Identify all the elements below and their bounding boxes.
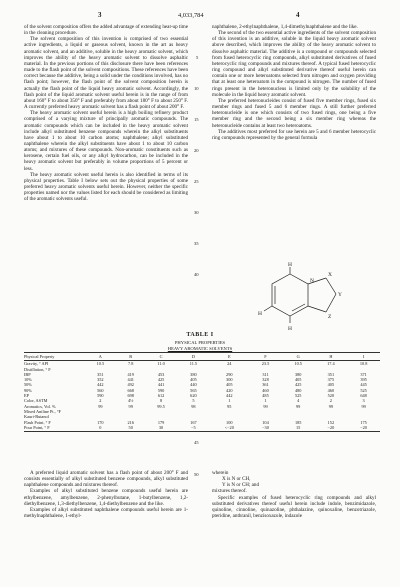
table-cell: 5 [192,398,195,404]
table-cell: 15 [282,425,315,432]
table-cell: 425 [157,377,165,383]
table-cell: 328 [262,377,269,383]
table-cell: 620 [190,393,197,399]
table-cell: 698 [127,393,134,399]
row-label: Pour Point, ° F [24,425,84,432]
paragraph: X is N or CH, [222,476,251,483]
table-subtitle: HEAVY AROMATIC SOLVENTS [167,346,233,351]
line-number: 20 [194,148,199,153]
table-cell: 10.5 [96,361,105,367]
table-cell: 375 [327,377,335,383]
line-number: 10 [194,86,199,91]
table-cell: 419 [127,371,134,377]
table-cell: 185 [294,419,302,425]
column-header: G [282,353,315,361]
paragraph: Examples of alkyl substituted naphthalene compounds useful herein are 1-methylnaphthalene, 1-ethyl- [24,506,188,520]
table-cell: 95 [227,403,232,409]
paragraph: The heavy aromatic solvent useful herein is a high boiling refinery product comprised of a varying mixture of principally aromatic compounds. The aromatic compounds which can be included in the heavy aromatic solvent include alkyl substituted benzene compounds wherein the alkyl substituents have about 1 to about 10 carbon atoms; naphthalene; alkyl substituted naphthalene wherein the alkyl substituents have about 1 to about 10 carbon atoms; and mixtures of these compounds. Non-aromatic constituents such as kerosene, certain fuel oils, or any alkyl hydrocarbon, can be included in the heavy aromatic solvent but preferably in volume proportions of 5 percent or less. [24,110,188,172]
table-cell: 560 [97,387,104,393]
table-cell: 3 [362,398,365,404]
table-cell: 311 [262,371,269,377]
line-number: 40 [194,272,199,277]
table-cell: 300 [226,377,233,383]
row-label: Distillation, ° F [24,366,51,372]
table-cell: 4½ [128,398,134,404]
table-cell: 395 [360,377,367,383]
formula-atom-z: Z [328,314,332,320]
column-header: I [347,353,380,361]
table-cell: 442 [97,382,104,388]
row-label: Aromatics, Vol. % [24,403,56,409]
paragraph: The second of the two essential active ingredients of the solvent composition of this invention is an additive, soluble in the liquid heavy aromatic solvent above described, which improves the ability of the heavy aromatic solvent to dissolve asphaltic material. The additive is a compound or compounds selected from fused heterocyclic ring compounds, alkyl substituted derivatives of fused heterocyclic ring compounds and mixtures thereof. A typical fused heterocyclic ring compound and alkyl substituted derivative thereof useful herein can contain one or more heteroatoms selected from nitrogen and oxygen providing that at least one heteroatom in the compound is nitrogen. The number of fused rings present in the heteronucleus is limited only by the solubility of the molecule in the liquid heavy aromatic solvent. [212,30,376,98]
column-header: A [84,353,117,361]
table-cell: 7.8 [128,361,134,367]
row-label: 10% [24,377,32,383]
table-cell: 2 [329,398,332,404]
paragraph: of the solvent composition offers the added advantage of extending heat-up time in the cleaning procedure. [24,24,188,37]
table-cell: 10.8 [359,361,368,367]
paragraph: Y is N or CH; and [222,482,260,489]
table-cell: 445 [360,382,367,388]
table-cell: 4 [297,398,300,404]
table-cell: 290 [226,371,233,377]
table-cell: 10.5 [294,361,302,367]
table-cell: 480 [294,387,302,393]
table-cell: 99.5 [157,403,165,409]
table-cell: −20 [347,425,380,432]
table-cell: 590 [157,387,165,393]
properties-table [24,352,380,432]
row-label: Kauri-Butanol [24,414,49,420]
table-cell: 23.5 [261,361,270,367]
formula-atom-h: H [258,311,262,317]
column-header: E [209,353,249,361]
table-cell: 668 [127,387,134,393]
bottom-right-text [212,470,376,519]
table-cell: 0 [84,425,117,432]
table-cell: 11.5 [189,361,198,367]
line-number: 15 [194,117,199,122]
table-cell: 420 [226,387,233,393]
row-label: EP [24,393,30,399]
line-number: 45 [194,440,199,445]
table-cell: 425 [294,382,302,388]
line-number: 25 [194,179,199,184]
formula-atom-n: N [310,278,314,284]
table-cell: 352 [97,377,104,383]
table-cell: −20 [315,425,348,432]
paragraph: mixtures thereof. [212,488,247,495]
table-cell: 380 [294,371,302,377]
table-cell: 99 [98,403,103,409]
table-cell: 453 [157,371,165,377]
table-cell: 50 [117,425,145,432]
table-cell: 2 [99,398,102,404]
table-cell: 492 [127,382,134,388]
paragraph: The heavy aromatic solvent useful herein is also identified in terms of its physical properties. Table I below sets out the physical properties of some preferred heavy aromatic solvents useful herein. However, neither the specific properties named nor the values listed for each should be considered as limiting of the aromatic solvents useful. [24,171,188,203]
formula-atom-h: H [288,262,292,268]
table-cell: 24 [227,361,232,367]
row-label: 90% [24,387,32,393]
table-cell: 442 [226,393,233,399]
right-column-number: 4 [296,11,300,19]
right-column-text [212,24,376,141]
line-number: 35 [194,241,199,246]
formula-atom-h: H [288,326,292,332]
heterocycle-formula [250,262,370,336]
table-cell: 441 [157,382,165,388]
left-column-text [24,24,188,203]
formula-atom-x: X [328,272,332,278]
paragraph: The solvent composition of this invention is comprised of two essential active ingredients, a liquid or gaseous solvent, known in the art as heavy aromatic solvent, and an additive, soluble in the heavy aromatic solvent, which improves the ability of the heavy aromatic solvent to dissolve asphaltic material. In the previous portions of this disclosure there have been references made to the flash point of the solvent compositions. These references have been correct because the additive, being a solid under the conditions involved, has no flash point; however, the flash point of the solvent composition herein is actually the flash point of the liquid heavy aromatic solvent. Accordingly, the flash point of the liquid aromatic solvent useful herein is in the range of from about 160° F to about 350° F and preferably from about 180° F to about 250° F. A currently preferred heavy aromatic solvent has a flash point of about 200° F. [24,36,188,111]
paragraph: A preferred liquid aromatic solvent has a flash point of about 200° F and consists essentially of alkyl substituted benzene compounds, alkyl substituted naphthalene compounds and mixtures thereof. [24,470,188,489]
paragraph: Specific examples of fused heterocyclic ring compounds and alkyl substituted derivatives thereof useful herein include indole, benzimidazole, quinoline, cinnoline, quinazoline, phthalazine, quinoxaline, benzotriazole, pteridine, anthranil, benzisoxazole, indazole [212,494,376,520]
table-cell: −30 [249,425,282,432]
table-cell: 167 [190,419,197,425]
table-cell: 525 [294,393,302,399]
table-cell: 99 [128,403,133,409]
table-cell: 30 [145,425,178,432]
line-number: 5 [196,55,199,60]
table-cell: 405 [226,382,233,388]
table-cell: 440 [190,382,197,388]
table-cell: 371 [360,371,367,377]
table-cell: 216 [127,419,134,425]
table-cell: 590 [97,393,104,399]
table-cell: 351 [97,371,104,377]
table-cell: 175 [360,419,367,425]
table-cell: 565 [190,387,197,393]
table-cell: 98 [191,403,196,409]
table-cell: 361 [262,382,269,388]
row-label: Color, ASTM [24,398,48,404]
table-header-row [24,353,380,361]
paragraph: The additives most preferred for use herein are 5 and 6 member heterocyclic ring compounds represented by the general formula [212,128,376,141]
row-label: Gravity, ° API [24,361,49,367]
column-header: H [315,353,348,361]
table-cell: 648 [360,393,367,399]
table-title: TABLE I [186,332,214,338]
table-cell: 485 [262,393,269,399]
table-subtitle: PHYSICAL PROPERTIES [174,340,226,345]
row-label: 50% [24,382,32,388]
paragraph: naphthalene, 2-ethylnaphthalene, 1,4-dimethylnaphthalene and the like. [212,24,358,30]
left-column-number: 3 [98,11,102,19]
table-cell: 612 [157,393,165,399]
table-cell: 405 [190,377,197,383]
table-cell: −5 [177,425,209,432]
table-row [24,425,380,432]
line-number: 30 [194,210,199,215]
table-cell: 99 [361,403,366,409]
table-cell: 351 [327,371,335,377]
table-cell: 99 [263,403,268,409]
table-cell: 405 [327,382,335,388]
table-cell: 152 [327,419,335,425]
table-cell: 460 [262,387,269,393]
table-cell: 405 [294,377,302,383]
bottom-left-text [24,470,188,519]
paragraph: The preferred heteronucleides consist of fused five member rings, fused six member rings and fused 5 and 6 member rings. A still further preferred heteronucleide is one which consists of two fused rings, one being a five member ring and the second being a six member ring whereas the heteronucleide contains at least two heteroatoms. [212,97,376,129]
table-cell: 17.4 [327,361,335,367]
table-cell: 525 [360,387,367,393]
row-label: IBP [24,371,31,377]
table-cell: 104 [262,419,269,425]
table-cell: 520 [327,393,335,399]
patent-number: 4,033,784 [178,12,204,19]
table-cell: 179 [157,419,165,425]
column-header: C [145,353,178,361]
table-cell: 380 [190,371,197,377]
formula-atom-y: Y [338,292,342,298]
paragraph: wherein [212,470,229,476]
row-label: Flash Point, ° F [24,419,51,425]
table-cell: 170 [97,419,104,425]
column-header: D [177,353,209,361]
table-cell: 441 [127,377,134,383]
table-cell: 8 [159,398,163,404]
table-cell: <−20 [209,425,249,432]
table-cell: 1 [264,398,267,404]
table-cell: 460 [327,387,335,393]
column-header: F [249,353,282,361]
line-number: 50 [194,472,199,477]
row-label: Mixed Aniline Pt., °F [24,408,61,414]
column-header: B [117,353,145,361]
paragraph: Examples of alkyl substituted benzene compounds useful herein are ethylbenzene, amylbenzene, 2-phenylbutane, 1-butylbenzene, 1,2-diethylbenzene, 1,3-diethylbenzene, 1,4-diethylbenzene and the like. [24,488,188,507]
column-header: Physical Property [24,353,84,361]
table-cell: 11.0 [157,361,165,367]
table-cell: 1 [228,398,231,404]
table-cell: 99 [296,403,301,409]
table-cell: 100 [226,419,233,425]
table-cell: 99 [328,403,334,409]
